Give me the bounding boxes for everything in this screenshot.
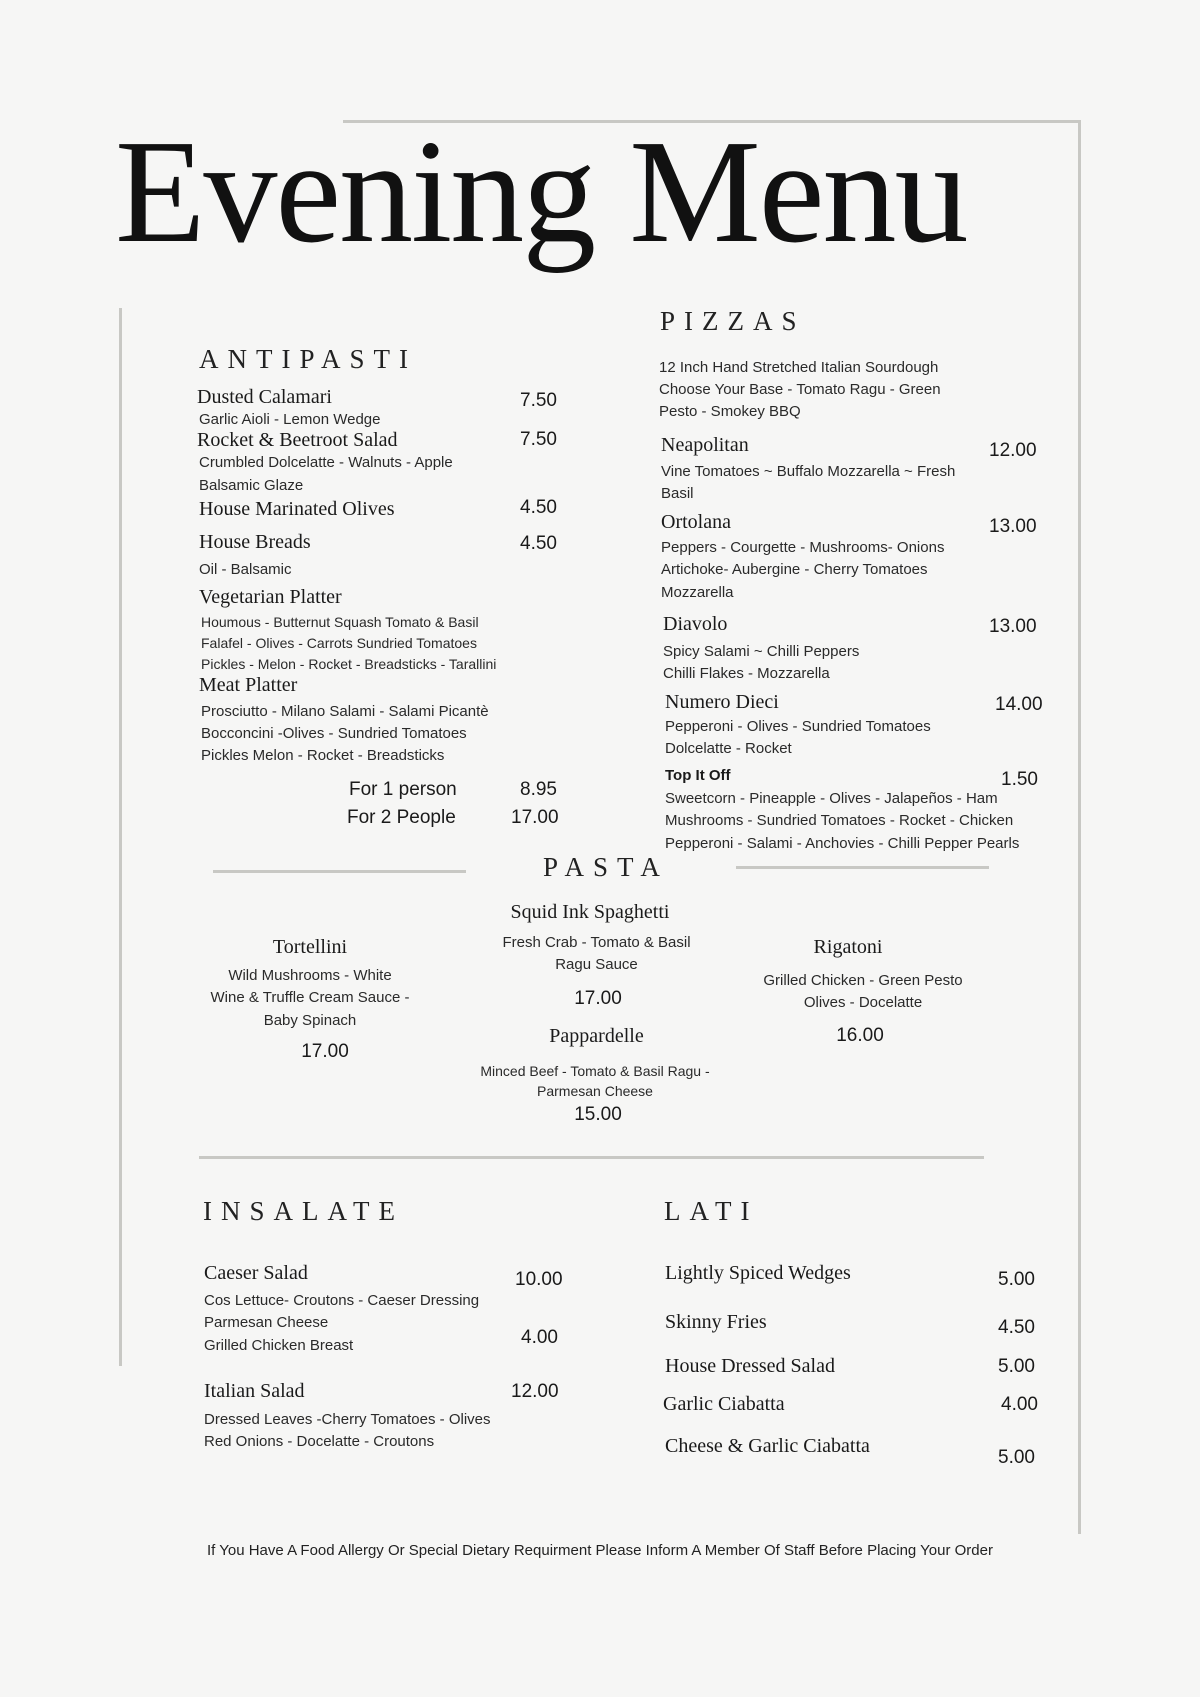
menu-item-desc: Minced Beef - Tomato & Basil Ragu -: [480, 1063, 710, 1079]
menu-item-desc: Parmesan Cheese: [537, 1083, 653, 1099]
menu-item-price: 5.00: [998, 1269, 1035, 1290]
lati-heading: LATI: [664, 1196, 759, 1226]
menu-item-desc: Wild Mushrooms - White: [228, 967, 392, 984]
menu-item-name: Tortellini: [272, 936, 348, 958]
menu-item-price: 15.00: [574, 1104, 622, 1125]
menu-item-name: Rigatoni: [813, 936, 883, 958]
pasta-rule-left: [213, 870, 466, 873]
menu-item-price: 12.00: [511, 1381, 559, 1402]
menu-item-desc: Wine & Truffle Cream Sauce -: [210, 989, 410, 1006]
menu-item-desc: Pepperoni - Salami - Anchovies - Chilli Pepper Pearls: [665, 835, 1020, 852]
menu-item-price: 4.00: [1001, 1394, 1038, 1415]
menu-item-extra-price: 4.00: [521, 1327, 558, 1348]
menu-item-desc: Pickles - Melon - Rocket - Breadsticks - Tarallini: [201, 656, 497, 672]
pizzas-intro-line: Pesto - Smokey BBQ: [659, 403, 801, 420]
pizzas-intro-line: 12 Inch Hand Stretched Italian Sourdough: [659, 359, 939, 376]
menu-item-price: 5.00: [998, 1447, 1035, 1468]
menu-item-desc: Olives - Docelatte: [803, 994, 923, 1011]
platter-price: 8.95: [520, 779, 557, 800]
menu-item-name: Ortolana: [661, 511, 731, 533]
menu-item-price: 4.50: [998, 1317, 1035, 1338]
frame-right-line: [1078, 120, 1081, 1534]
menu-item-name: Vegetarian Platter: [199, 586, 342, 608]
menu-item-desc: Sweetcorn - Pineapple - Olives - Jalapeños - Ham: [665, 790, 998, 807]
page-title: Evening Menu: [115, 110, 967, 274]
frame-left-line: [119, 308, 122, 1366]
menu-item-price: 4.50: [520, 533, 557, 554]
menu-item-name: Pappardelle: [549, 1025, 644, 1047]
menu-item-desc: Prosciutto - Milano Salami - Salami Picantè: [201, 703, 489, 720]
menu-item-price: 14.00: [995, 694, 1043, 715]
platter-price-label: For 1 person: [349, 779, 457, 800]
menu-item-desc: Mozzarella: [661, 584, 734, 601]
menu-item-desc: Grilled Chicken - Green Pesto: [763, 972, 963, 989]
menu-item-price: 16.00: [836, 1025, 884, 1046]
insalate-heading: INSALATE: [203, 1196, 404, 1226]
pizzas-intro-line: Choose Your Base - Tomato Ragu - Green: [659, 381, 941, 398]
antipasti-heading: ANTIPASTI: [199, 344, 418, 374]
menu-item-name: Diavolo: [663, 613, 728, 635]
menu-item-name: Numero Dieci: [665, 691, 779, 713]
menu-item-desc: Houmous - Butternut Squash Tomato & Basil: [201, 614, 479, 630]
pasta-heading: PASTA: [543, 852, 669, 882]
menu-item-price: 7.50: [520, 429, 557, 450]
menu-item-desc: Baby Spinach: [263, 1012, 357, 1029]
menu-item-desc: Pepperoni - Olives - Sundried Tomatoes: [665, 718, 931, 735]
menu-item-name: Dusted Calamari: [197, 386, 332, 408]
menu-item-price: 10.00: [515, 1269, 563, 1290]
pasta-rule-right: [736, 866, 989, 869]
menu-item-desc: Ragu Sauce: [555, 956, 638, 973]
menu-item-name: Rocket & Beetroot Salad: [197, 429, 398, 451]
menu-item-name: House Marinated Olives: [199, 498, 395, 520]
menu-item-name: House Dressed Salad: [665, 1355, 835, 1377]
menu-item-desc: Grilled Chicken Breast: [204, 1337, 354, 1354]
menu-item-name: Garlic Ciabatta: [663, 1393, 785, 1415]
menu-item-price: 7.50: [520, 390, 557, 411]
menu-item-desc: Falafel - Olives - Carrots Sundried Tomatoes: [201, 635, 477, 651]
menu-item-price: 5.00: [998, 1356, 1035, 1377]
pizzas-heading: PIZZAS: [660, 306, 806, 336]
menu-item-desc: Dressed Leaves -Cherry Tomatoes - Olives: [204, 1411, 491, 1428]
menu-item-name: Skinny Fries: [665, 1311, 767, 1333]
menu-item-desc: Pickles Melon - Rocket - Breadsticks: [201, 747, 445, 764]
menu-item-price: 13.00: [989, 516, 1037, 537]
platter-price-label: For 2 People: [347, 807, 456, 828]
menu-item-desc: Red Onions - Docelatte - Croutons: [204, 1433, 435, 1450]
menu-item-price: 17.00: [574, 988, 622, 1009]
menu-item-desc: Artichoke- Aubergine - Cherry Tomatoes: [661, 561, 928, 578]
insalate-rule: [199, 1156, 984, 1159]
menu-item-name: Caeser Salad: [204, 1262, 308, 1284]
menu-item-price: 4.50: [520, 497, 557, 518]
platter-price: 17.00: [511, 807, 559, 828]
menu-item-price: 13.00: [989, 616, 1037, 637]
menu-item-name: Cheese & Garlic Ciabatta: [665, 1435, 870, 1457]
allergy-notice: If You Have A Food Allergy Or Special Dietary Requirment Please Inform A Member Of Staff Before Placing Your Order: [207, 1542, 993, 1559]
menu-item-name: Neapolitan: [661, 434, 749, 456]
menu-item-desc: Bocconcini -Olives - Sundried Tomatoes: [201, 725, 467, 742]
menu-item-desc: Fresh Crab - Tomato & Basil: [502, 934, 691, 951]
menu-item-desc: Cos Lettuce- Croutons - Caeser Dressing: [204, 1292, 480, 1309]
menu-item-price: 12.00: [989, 440, 1037, 461]
menu-item-desc: Crumbled Dolcelatte - Walnuts - Apple: [199, 454, 453, 471]
menu-item-desc: Garlic Aioli - Lemon Wedge: [199, 411, 381, 428]
menu-item-desc: Mushrooms - Sundried Tomatoes - Rocket - Chicken: [665, 812, 1014, 829]
menu-item-name: Squid Ink Spaghetti: [510, 901, 670, 923]
menu-item-name: Meat Platter: [199, 674, 298, 696]
menu-item-desc: Basil: [661, 485, 694, 502]
menu-item-desc: Peppers - Courgette - Mushrooms- Onions: [661, 539, 945, 556]
menu-item-price: 17.00: [301, 1041, 349, 1062]
menu-item-desc: Vine Tomatoes ~ Buffalo Mozzarella ~ Fresh: [661, 463, 956, 480]
menu-item-name: Lightly Spiced Wedges: [665, 1262, 851, 1284]
menu-item-name: Italian Salad: [204, 1380, 305, 1402]
menu-item-name: Top It Off: [665, 767, 731, 784]
menu-item-desc: Oil - Balsamic: [199, 561, 292, 578]
menu-item-desc: Parmesan Cheese: [204, 1314, 329, 1331]
menu-item-desc: Chilli Flakes - Mozzarella: [663, 665, 830, 682]
menu-item-name: House Breads: [199, 531, 311, 553]
menu-item-desc: Dolcelatte - Rocket: [665, 740, 792, 757]
menu-item-desc: Balsamic Glaze: [199, 477, 304, 494]
menu-item-desc: Spicy Salami ~ Chilli Peppers: [663, 643, 860, 660]
menu-item-price: 1.50: [1001, 769, 1038, 790]
